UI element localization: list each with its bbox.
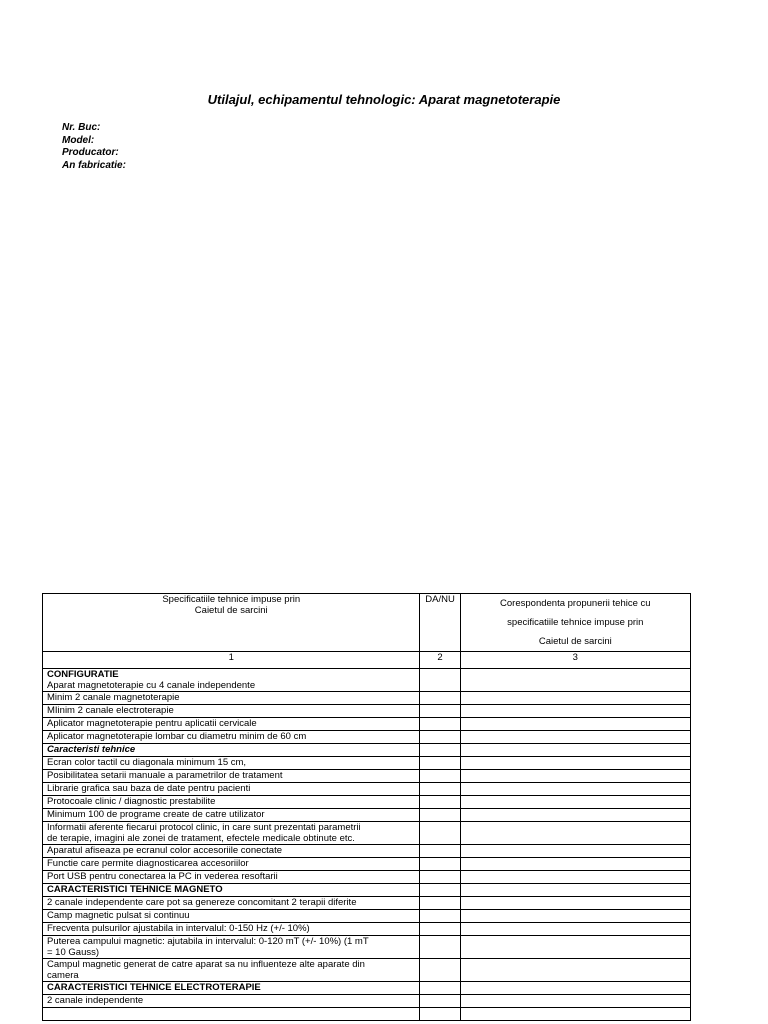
spec-description xyxy=(43,871,420,884)
table-row xyxy=(43,757,691,770)
da-nu-cell[interactable] xyxy=(420,936,460,959)
spec-line: de terapie, imagini ale zonei de tratament, efectele medicale obtinute etc. xyxy=(47,833,355,844)
spec-description xyxy=(43,822,420,845)
da-nu-cell[interactable] xyxy=(420,884,460,897)
header-specifications: Specificatiile tehnice impuse prin Caietul de sarcini xyxy=(43,594,420,652)
table-row xyxy=(43,809,691,822)
correspondence-cell[interactable] xyxy=(460,692,690,705)
spec-line: Protocoale clinic / diagnostic prestabilite xyxy=(47,796,216,807)
table-row xyxy=(43,783,691,796)
header-da-nu: DA/NU xyxy=(420,594,460,652)
correspondence-cell[interactable] xyxy=(460,910,690,923)
da-nu-cell[interactable] xyxy=(420,757,460,770)
da-nu-cell[interactable] xyxy=(420,692,460,705)
table-row xyxy=(43,897,691,910)
header-correspondence: Corespondenta propunerii tehice cu specificatiile tehnice impuse prin Caietul de sarcini xyxy=(460,594,690,652)
correspondence-cell[interactable] xyxy=(460,959,690,982)
spec-line: Informatii aferente fiecarui protocol clinic, in care sunt prezentati parametrii xyxy=(47,822,361,833)
spec-description xyxy=(43,959,420,982)
spec-description xyxy=(43,770,420,783)
spec-description xyxy=(43,982,420,995)
table-row xyxy=(43,705,691,718)
spec-line: Campul magnetic generat de catre aparat sa nu influenteze alte aparate din xyxy=(47,959,365,970)
table-row xyxy=(43,936,691,959)
spec-line: Minim 2 canale magnetoterapie xyxy=(47,692,180,703)
da-nu-cell[interactable] xyxy=(420,669,460,692)
spec-line: = 10 Gauss) xyxy=(47,947,100,958)
correspondence-cell[interactable] xyxy=(460,744,690,757)
correspondence-cell[interactable] xyxy=(460,871,690,884)
correspondence-cell[interactable] xyxy=(460,995,690,1008)
da-nu-cell[interactable] xyxy=(420,910,460,923)
spec-line: 2 canale independente care pot sa genereze concomitant 2 terapii diferite xyxy=(47,897,357,908)
spec-line: MIinim 2 canale electroterapie xyxy=(47,705,174,716)
field-producator: Producator: xyxy=(62,147,119,158)
correspondence-cell[interactable] xyxy=(460,757,690,770)
table-row xyxy=(43,692,691,705)
correspondence-cell[interactable] xyxy=(460,809,690,822)
correspondence-cell[interactable] xyxy=(460,884,690,897)
da-nu-cell[interactable] xyxy=(420,809,460,822)
da-nu-cell[interactable] xyxy=(420,796,460,809)
da-nu-cell[interactable] xyxy=(420,770,460,783)
da-nu-cell[interactable] xyxy=(420,783,460,796)
spec-line: Aplicator magnetoterapie lombar cu diametru minim de 60 cm xyxy=(47,731,307,742)
correspondence-cell[interactable] xyxy=(460,669,690,692)
spec-description xyxy=(43,1008,420,1021)
correspondence-cell[interactable] xyxy=(460,845,690,858)
table-row xyxy=(43,923,691,936)
spec-description xyxy=(43,936,420,959)
table-row xyxy=(43,910,691,923)
spec-description xyxy=(43,995,420,1008)
spec-line: Minimum 100 de programe create de catre utilizator xyxy=(47,809,265,820)
field-an-fabricatie: An fabricatie: xyxy=(62,159,126,171)
spec-line: CARACTERISTICI TEHNICE ELECTROTERAPIE xyxy=(47,982,261,993)
spec-description xyxy=(43,809,420,822)
correspondence-cell[interactable] xyxy=(460,923,690,936)
spec-line: Port USB pentru conectarea la PC in vederea resoftarii xyxy=(47,871,278,882)
spec-description xyxy=(43,744,420,757)
table-row xyxy=(43,718,691,731)
spec-description xyxy=(43,692,420,705)
da-nu-cell[interactable] xyxy=(420,995,460,1008)
da-nu-cell[interactable] xyxy=(420,731,460,744)
correspondence-cell[interactable] xyxy=(460,770,690,783)
correspondence-cell[interactable] xyxy=(460,936,690,959)
spec-line: 2 canale independente xyxy=(47,995,144,1006)
spec-line: CARACTERISTICI TEHNICE MAGNETO xyxy=(47,884,223,895)
spec-line: Librarie grafica sau baza de date pentru pacienti xyxy=(47,783,251,794)
correspondence-cell[interactable] xyxy=(460,858,690,871)
spec-line: Ecran color tactil cu diagonala minimum 15 cm, xyxy=(47,757,247,768)
table-body xyxy=(43,669,691,1021)
da-nu-cell[interactable] xyxy=(420,959,460,982)
spec-description xyxy=(43,858,420,871)
spec-description xyxy=(43,845,420,858)
da-nu-cell[interactable] xyxy=(420,705,460,718)
spec-line xyxy=(47,1008,415,1019)
spec-description xyxy=(43,757,420,770)
table-header-row xyxy=(43,594,691,652)
da-nu-cell[interactable] xyxy=(420,897,460,910)
table-row xyxy=(43,845,691,858)
field-nr-buc: Nr. Buc: xyxy=(62,122,101,133)
spec-line: Aparat magnetoterapie cu 4 canale independente xyxy=(47,680,256,691)
spec-description xyxy=(43,923,420,936)
correspondence-cell[interactable] xyxy=(460,783,690,796)
table-row xyxy=(43,669,691,692)
da-nu-cell[interactable] xyxy=(420,822,460,845)
column-number-3: 3 xyxy=(460,652,690,669)
da-nu-cell[interactable] xyxy=(420,923,460,936)
table-row xyxy=(43,731,691,744)
da-nu-cell[interactable] xyxy=(420,718,460,731)
spec-line: Aparatul afiseaza pe ecranul color accesoriile conectate xyxy=(47,845,282,856)
spec-line: Puterea campului magnetic: ajutabila in intervalul: 0-120 mT (+/- 10%) (1 mT xyxy=(47,936,369,947)
equipment-fields xyxy=(62,122,126,172)
correspondence-cell[interactable] xyxy=(460,796,690,809)
da-nu-cell[interactable] xyxy=(420,1008,460,1021)
spec-description xyxy=(43,796,420,809)
correspondence-cell[interactable] xyxy=(460,897,690,910)
correspondence-cell[interactable] xyxy=(460,718,690,731)
table-row xyxy=(43,770,691,783)
field-model: Model: xyxy=(62,134,95,146)
spec-description xyxy=(43,884,420,897)
correspondence-cell[interactable] xyxy=(460,705,690,718)
document-title: Utilajul, echipamentul tehnologic: Aparat magnetoterapie xyxy=(207,92,561,107)
table-row xyxy=(43,982,691,995)
spec-line: Caracteristi tehnice xyxy=(47,744,136,755)
table-row xyxy=(43,959,691,982)
column-number-row xyxy=(43,652,691,669)
column-number-2: 2 xyxy=(420,652,460,669)
table-row xyxy=(43,1008,691,1021)
table-row xyxy=(43,744,691,757)
table-row xyxy=(43,995,691,1008)
correspondence-cell[interactable] xyxy=(460,731,690,744)
spec-line: Functie care permite diagnosticarea accesoriilor xyxy=(47,858,249,869)
da-nu-cell[interactable] xyxy=(420,858,460,871)
column-number-1: 1 xyxy=(43,652,420,669)
table-row xyxy=(43,822,691,845)
correspondence-cell[interactable] xyxy=(460,822,690,845)
table-row xyxy=(43,796,691,809)
spec-description xyxy=(43,897,420,910)
da-nu-cell[interactable] xyxy=(420,744,460,757)
spec-description xyxy=(43,731,420,744)
specifications-table xyxy=(42,593,691,1021)
correspondence-cell[interactable] xyxy=(460,982,690,995)
spec-line: Camp magnetic pulsat si continuu xyxy=(47,910,190,921)
correspondence-cell[interactable] xyxy=(460,1008,690,1021)
spec-line: Posibilitatea setarii manuale a parametrilor de tratament xyxy=(47,770,283,781)
da-nu-cell[interactable] xyxy=(420,871,460,884)
spec-description xyxy=(43,718,420,731)
spec-line: camera xyxy=(47,970,79,981)
spec-line: Aplicator magnetoterapie pentru aplicatii cervicale xyxy=(47,718,257,729)
spec-description xyxy=(43,705,420,718)
spec-description xyxy=(43,669,420,692)
da-nu-cell[interactable] xyxy=(420,845,460,858)
table-row xyxy=(43,871,691,884)
table-row xyxy=(43,858,691,871)
table-row xyxy=(43,884,691,897)
spec-line: CONFIGURATIE xyxy=(47,669,119,680)
da-nu-cell[interactable] xyxy=(420,982,460,995)
spec-description xyxy=(43,783,420,796)
spec-line: Frecventa pulsurilor ajustabila in intervalul: 0-150 Hz (+/- 10%) xyxy=(47,923,310,934)
spec-description xyxy=(43,910,420,923)
